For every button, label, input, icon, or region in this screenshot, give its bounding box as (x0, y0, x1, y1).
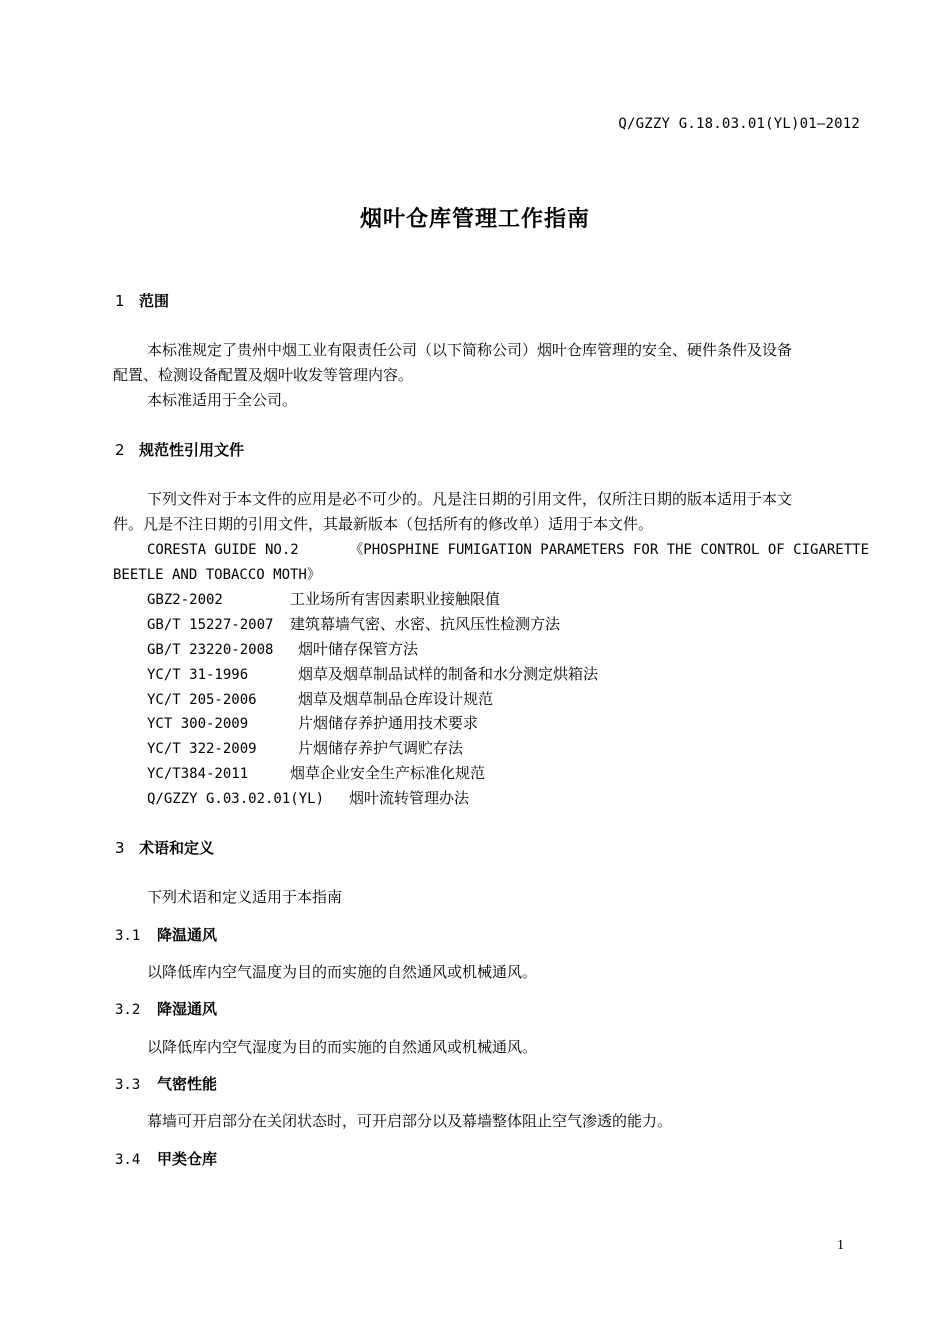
reference-code: YCT 300-2009 (147, 716, 249, 732)
reference-code: YC/T 31-1996 (147, 667, 249, 683)
section-number: 2 (115, 441, 125, 459)
section-3-heading (115, 837, 214, 858)
reference-code: Q/GZZY G.03.02.01(YL) (147, 791, 325, 807)
section-2-heading (115, 439, 244, 460)
subsection-heading (115, 1073, 217, 1094)
paragraph-continued: 件。凡是不注日期的引用文件，其最新版本（包括所有的修改单）适用于本文件。 (113, 515, 654, 533)
section-number: 3 (115, 839, 125, 857)
reference-code: GBZ2-2002 (147, 592, 223, 608)
page-number: 1 (837, 1238, 844, 1253)
reference-code: YC/T 205-2006 (147, 692, 257, 708)
subsection-title: 降湿通风 (157, 1000, 218, 1018)
definition-text: 以降低库内空气湿度为目的而实施的自然通风或机械通风。 (147, 1038, 538, 1056)
reference-name: 烟叶流转管理办法 (349, 789, 470, 807)
section-number: 1 (115, 292, 125, 310)
reference-item (147, 688, 493, 709)
reference-code: GB/T 23220-2008 (147, 642, 274, 658)
reference-item (147, 613, 560, 634)
reference-item (147, 737, 463, 758)
subsection-title: 甲类仓库 (157, 1150, 218, 1168)
reference-name: 片烟储存养护气调贮存法 (298, 739, 464, 757)
definition-text: 幕墙可开启部分在关闭状态时，可开启部分以及幕墙整体阻止空气渗透的能力。 (147, 1112, 673, 1130)
reference-code: GB/T 15227-2007 (147, 617, 274, 633)
subsection-heading (115, 998, 217, 1019)
definition-text: 以降低库内空气温度为目的而实施的自然通风或机械通风。 (147, 963, 538, 981)
reference-coresta-continued: BEETLE AND TOBACCO MOTH》 (113, 567, 321, 583)
section-1-heading (115, 290, 169, 311)
subsection-number: 3.1 (115, 928, 141, 944)
reference-item (147, 712, 478, 733)
reference-name: 工业场所有害因素职业接触限值 (290, 590, 501, 608)
reference-item (147, 638, 418, 659)
paragraph: 下列术语和定义适用于本指南 (147, 888, 343, 906)
subsection-title: 气密性能 (157, 1075, 218, 1093)
document-title: 烟叶仓库管理工作指南 (359, 207, 590, 232)
reference-item (147, 762, 485, 783)
section-title: 范围 (139, 292, 170, 310)
reference-coresta: CORESTA GUIDE NO.2 《PHOSPHINE FUMIGATION PARAMETERS FOR THE CONTROL OF CIGARETTE (147, 542, 870, 558)
reference-name: 烟草企业安全生产标准化规范 (290, 764, 486, 782)
reference-name: 建筑幕墙气密、水密、抗风压性检测方法 (290, 615, 561, 633)
reference-name: 烟叶储存保管方法 (298, 640, 419, 658)
section-title: 术语和定义 (139, 839, 215, 857)
reference-name: 烟草及烟草制品试样的制备和水分测定烘箱法 (298, 665, 599, 683)
paragraph-continued: 配置、检测设备配置及烟叶收发等管理内容。 (113, 366, 414, 384)
document-code: Q/GZZY G.18.03.01(YL)01—2012 (618, 116, 860, 132)
subsection-number: 3.4 (115, 1152, 141, 1168)
reference-item (147, 588, 500, 609)
section-title: 规范性引用文件 (139, 441, 245, 459)
reference-item (147, 663, 598, 684)
subsection-number: 3.3 (115, 1077, 141, 1093)
subsection-number: 3.2 (115, 1002, 141, 1018)
paragraph: 本标准规定了贵州中烟工业有限责任公司（以下简称公司）烟叶仓库管理的安全、硬件条件及设备 (147, 341, 793, 359)
paragraph: 下列文件对于本文件的应用是必不可少的。凡是注日期的引用文件，仅所注日期的版本适用于本文 (147, 490, 793, 508)
reference-item (147, 787, 469, 808)
paragraph: 本标准适用于全公司。 (147, 391, 298, 409)
subsection-heading (115, 1148, 217, 1169)
reference-name: 片烟储存养护通用技术要求 (298, 714, 479, 732)
reference-name: 烟草及烟草制品仓库设计规范 (298, 690, 494, 708)
subsection-title: 降温通风 (157, 926, 218, 944)
reference-code: YC/T 322-2009 (147, 741, 257, 757)
reference-code: YC/T384-2011 (147, 766, 249, 782)
subsection-heading (115, 924, 217, 945)
